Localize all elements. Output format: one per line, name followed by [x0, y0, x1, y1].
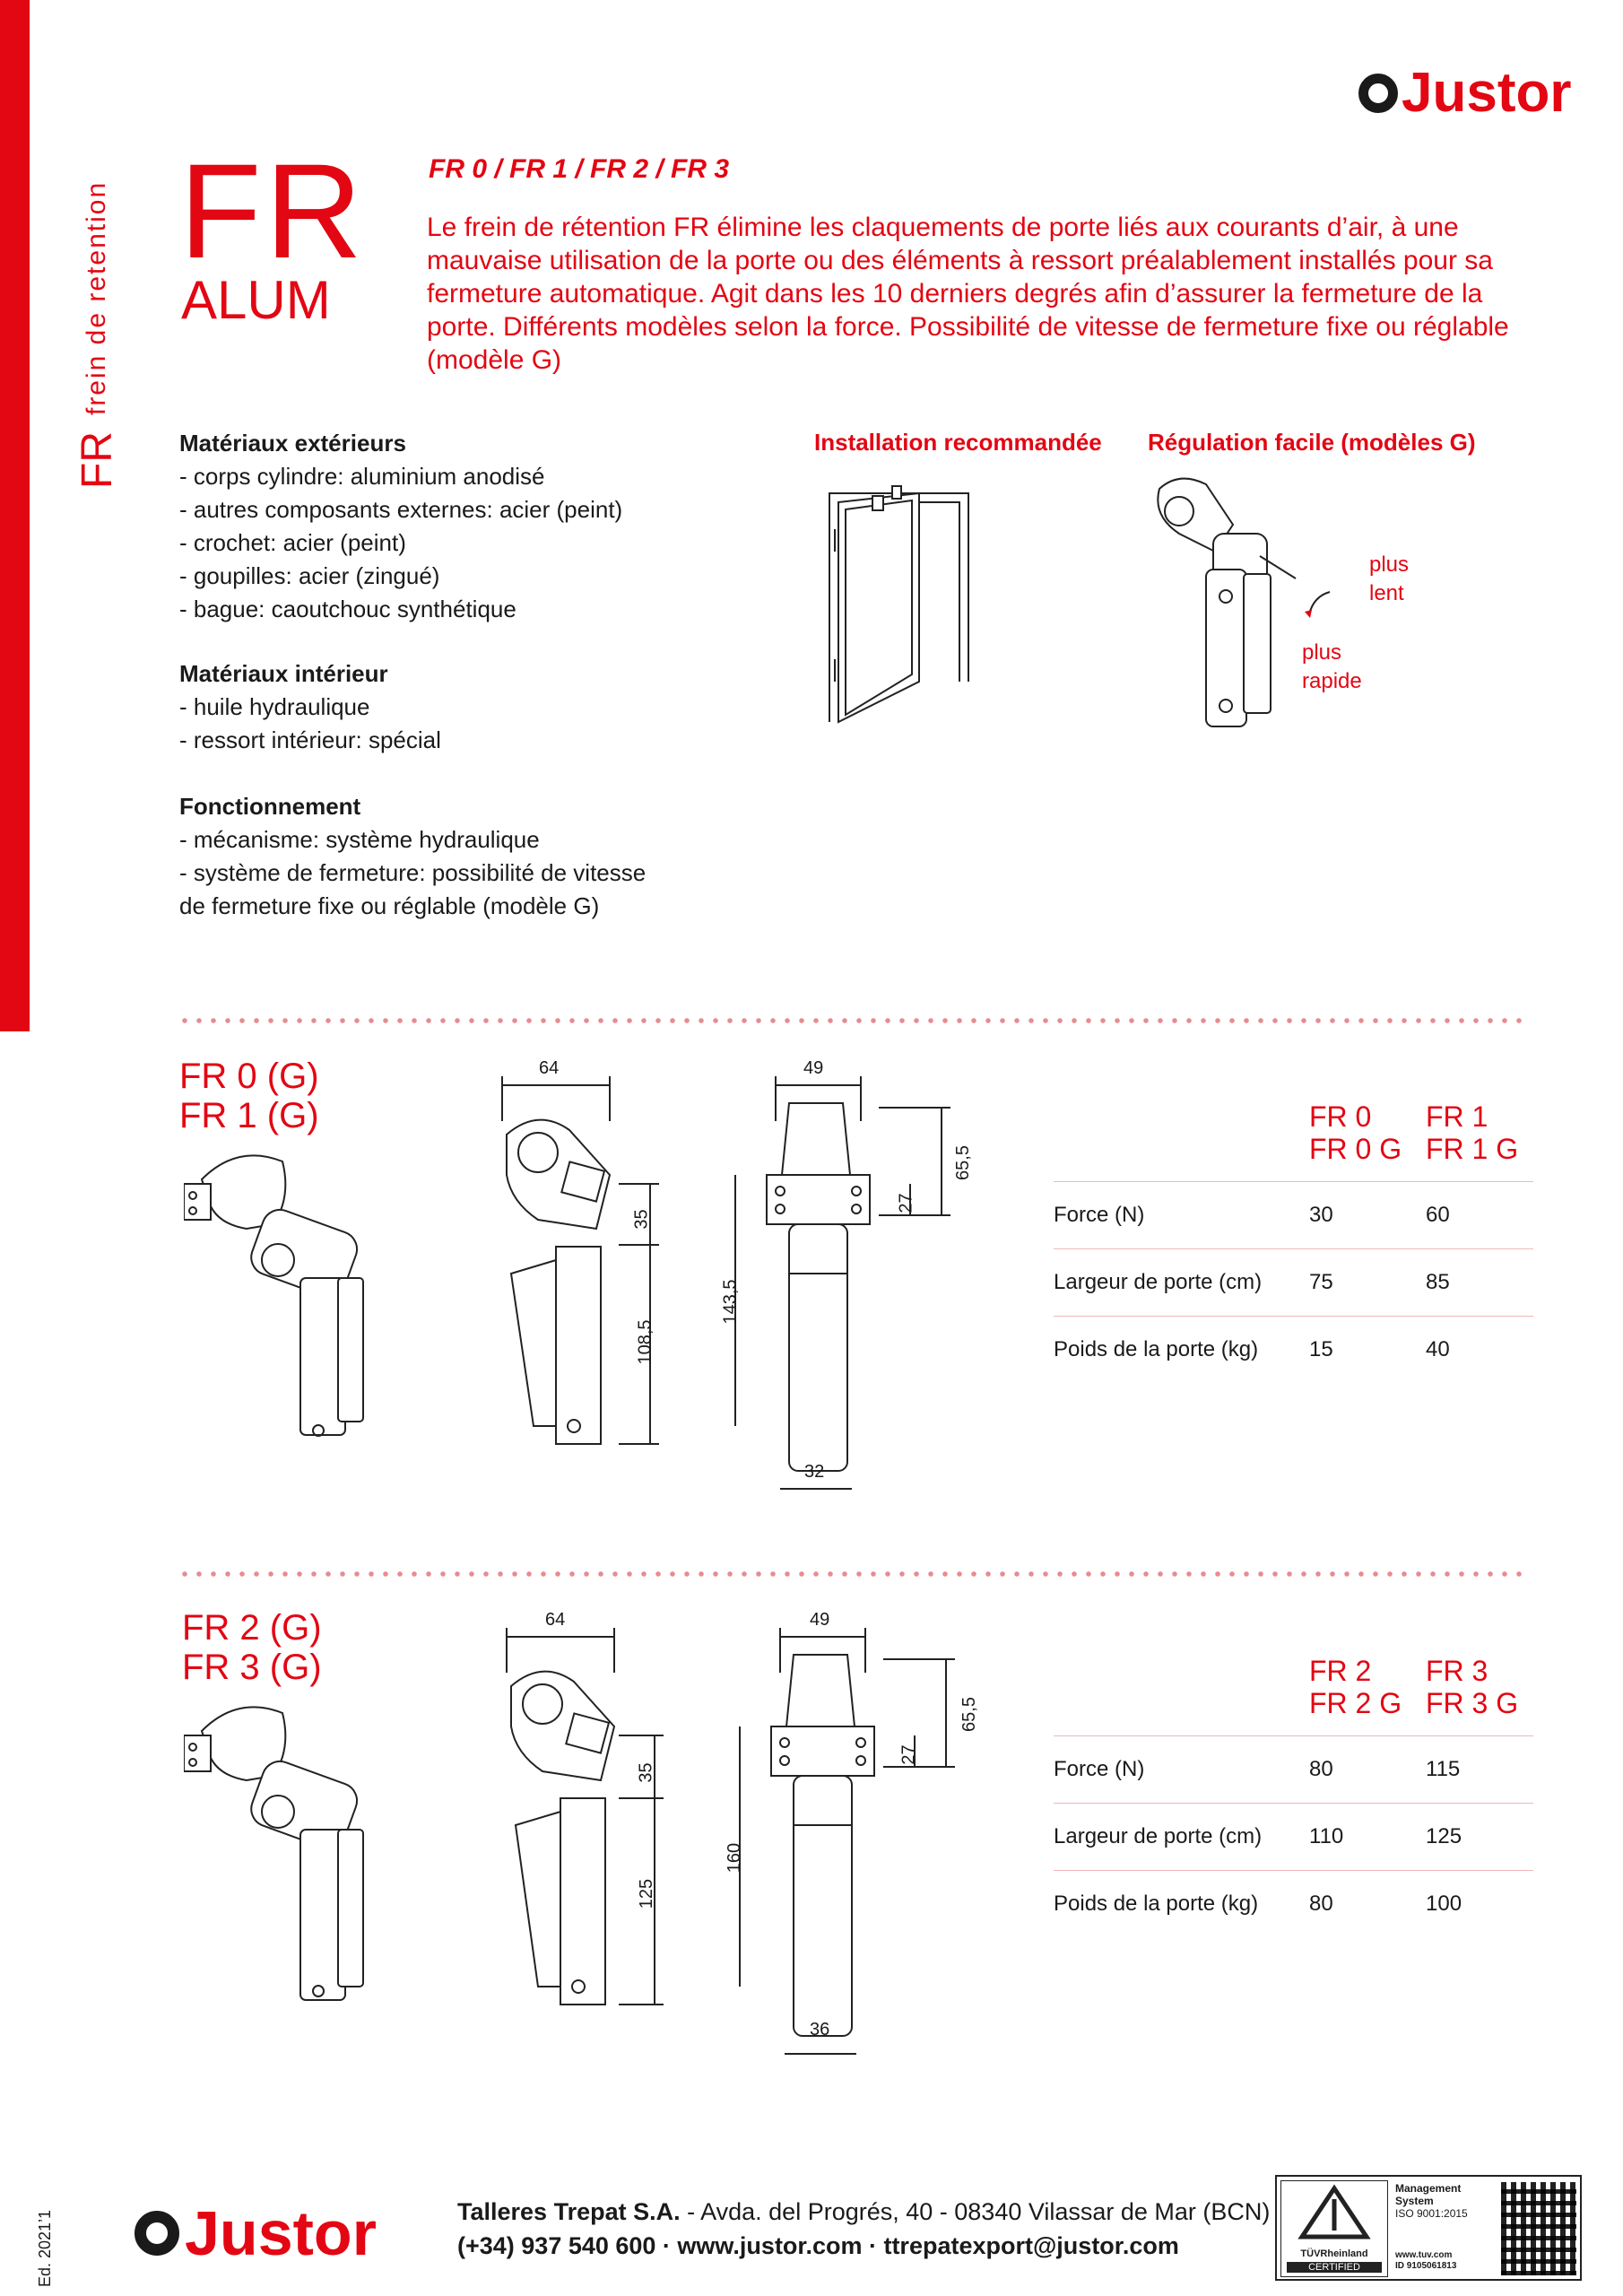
row-value: 40 [1426, 1337, 1450, 1361]
installation-label: Installation recommandée [814, 429, 1102, 456]
row-label: Poids de la porte (kg) [1054, 1892, 1259, 1916]
fr-iso-illustration [184, 1144, 381, 1457]
faster-text: plus [1302, 640, 1342, 665]
qr-code-icon [1501, 2182, 1576, 2275]
dim-front-upper: 65,5 [959, 1697, 979, 1732]
spec-item: - ressort intérieur: spécial [179, 726, 441, 753]
row-value: 60 [1426, 1182, 1533, 1249]
dim-front-upper: 65,5 [952, 1145, 973, 1180]
row-value: 110 [1309, 1804, 1426, 1871]
row-value: 75 [1309, 1249, 1426, 1317]
row-value: 115 [1426, 1736, 1533, 1804]
company-name: Talleres Trepat S.A. [457, 2198, 681, 2225]
dim-front-width: 49 [803, 1058, 824, 1078]
spec-item: - mécanisme: système hydraulique [179, 826, 540, 853]
logo-text: Justor [185, 2198, 377, 2268]
dim-front-total: 143,5 [720, 1279, 741, 1325]
dim-front-width: 49 [810, 1610, 830, 1630]
spec-item: - bague: caoutchouc synthétique [179, 596, 516, 622]
spec-table [1054, 1736, 1533, 1937]
spec-table [1054, 1182, 1533, 1383]
table-col-line: FR 0 G [1309, 1133, 1402, 1165]
table-col-line: FR 3 G [1426, 1687, 1519, 1719]
model-heading-line: FR 2 (G) [182, 1608, 322, 1648]
slower-text: plus [1369, 552, 1410, 577]
sidebar-label-text: frein de retention [82, 180, 111, 416]
fr-iso-illustration [184, 1695, 381, 2009]
tuv-text: TÜVRheinland [1300, 2248, 1368, 2259]
dim-front-bottom: 36 [810, 2020, 830, 2039]
row-value: 100 [1426, 1892, 1462, 1916]
company-contact: (+34) 937 540 600 · www.justor.com · ttrepatexport@justor.com [457, 2232, 1179, 2259]
model-heading-fr2-fr3 [182, 1608, 322, 1687]
spec-block-interior [179, 657, 441, 757]
model-heading-line: FR 0 (G) [179, 1057, 319, 1096]
table-col-head [1309, 1100, 1426, 1181]
table-row [1054, 1249, 1533, 1317]
footer-company-info [457, 2195, 1270, 2263]
row-label: Largeur de porte (cm) [1054, 1804, 1309, 1871]
spec-item: - corps cylindre: aluminium anodisé [179, 463, 545, 490]
spec-item: - goupilles: acier (zingué) [179, 562, 440, 589]
intro-paragraph: Le frein de rétention FR élimine les claquements de porte liés aux courants d’air, à une mauvaise utilisation de la porte ou des éléments à ressort préalablement installés pour sa fermeture automatique. Agit dans les 10 derniers degrés afin d’assurer la fermeture de la porte. Différents modèles selon la force. Possibilité de vitesse de fermeture fixe ou réglable (modèle G) [427, 213, 1509, 375]
row-label: Force (N) [1054, 1736, 1309, 1804]
spec-item: - autres composants externes: acier (peint) [179, 496, 623, 523]
company-address: - Avda. del Progrés, 40 - 08340 Vilassar de Mar (BCN) [680, 2198, 1271, 2225]
model-heading-line: FR 1 (G) [179, 1096, 319, 1135]
spec-table-fr2-fr3 [1054, 1655, 1533, 1937]
spec-title: Matériaux intérieur [179, 660, 388, 687]
table-row [1054, 1736, 1533, 1804]
table-row [1054, 1182, 1533, 1249]
row-value: 80 [1309, 1736, 1426, 1804]
spec-item: de fermeture fixe ou réglable (modèle G) [179, 892, 600, 919]
dotted-divider [178, 1571, 1523, 1577]
row-value: 80 [1309, 1892, 1333, 1916]
spec-block-exterior [179, 427, 622, 626]
row-value: 30 [1309, 1182, 1426, 1249]
row-value: 85 [1426, 1249, 1533, 1317]
page-subtitle: ALUM [181, 270, 331, 330]
table-col-line: FR 3 [1426, 1655, 1488, 1687]
edition-label [36, 2188, 63, 2287]
ms-line: Management [1395, 2182, 1462, 2195]
dim-lower: 125 [637, 1878, 657, 1909]
model-heading-line: FR 3 (G) [182, 1648, 322, 1687]
sidebar-accent-bar [0, 0, 30, 1031]
logo-ring-icon [1358, 74, 1398, 113]
table-col-head [1309, 1655, 1426, 1735]
logo-text: Justor [1402, 62, 1572, 124]
footer-brand-logo [135, 2197, 377, 2269]
page-title: FR [179, 135, 366, 286]
faster-text: rapide [1302, 669, 1362, 693]
slower-label [1369, 551, 1409, 608]
fr-side-view-drawing [484, 1619, 699, 2022]
sidebar-label [70, 157, 124, 489]
spec-item: - système de fermeture: possibilité de vitesse [179, 859, 647, 886]
tuv-triangle-icon [1281, 2181, 1387, 2244]
edition-text: Ed. 2021’1 [36, 2209, 54, 2287]
brand-logo [1358, 61, 1571, 125]
door-installation-illustration [812, 466, 991, 726]
certified-text: CERTIFIED [1287, 2262, 1382, 2273]
spec-table-fr0-fr1 [1054, 1100, 1533, 1383]
dim-front-total: 160 [725, 1842, 745, 1874]
spec-title: Fonctionnement [179, 793, 361, 820]
row-label: Poids de la porte (kg) [1054, 1337, 1259, 1361]
cert-id: ID 9105061813 [1395, 2261, 1457, 2271]
table-col-line: FR 1 G [1426, 1133, 1519, 1165]
spec-item: - crochet: acier (peint) [179, 529, 406, 556]
row-label: Force (N) [1054, 1182, 1309, 1249]
table-col-line: FR 2 G [1309, 1687, 1402, 1719]
table-col-line: FR 0 [1309, 1100, 1372, 1133]
fr-front-view-drawing [726, 1067, 986, 1507]
slower-text: lent [1369, 581, 1404, 605]
model-heading-fr0-fr1 [179, 1057, 319, 1135]
row-value: 15 [1309, 1337, 1333, 1361]
table-row [1054, 1804, 1533, 1871]
table-col-head [1426, 1100, 1533, 1181]
fr-front-view-drawing [731, 1619, 991, 2067]
spec-item: - huile hydraulique [179, 693, 370, 720]
table-col-line: FR 1 [1426, 1100, 1488, 1133]
table-row [1054, 1871, 1533, 1938]
dim-upper: 35 [631, 1209, 652, 1230]
sidebar-code: FR [73, 431, 121, 489]
cert-website: www.tuv.com [1395, 2250, 1453, 2260]
table-col-line: FR 2 [1309, 1655, 1372, 1687]
spec-title: Matériaux extérieurs [179, 430, 406, 457]
dim-width: 64 [545, 1610, 566, 1630]
dim-front-small: 27 [898, 1744, 919, 1765]
dim-lower: 108,5 [635, 1319, 655, 1365]
dim-upper: 35 [636, 1762, 656, 1783]
cert-id-block [1395, 2250, 1456, 2272]
logo-ring-icon [135, 2211, 179, 2256]
ms-line: System [1395, 2195, 1434, 2207]
regulation-label: Régulation facile (modèles G) [1148, 429, 1476, 456]
row-value: 125 [1426, 1804, 1533, 1871]
iso-standard: ISO 9001:2015 [1395, 2207, 1468, 2220]
table-col-head [1426, 1655, 1533, 1735]
tuv-mark [1280, 2180, 1388, 2277]
dotted-divider [178, 1018, 1523, 1023]
certification-badge [1275, 2175, 1582, 2281]
fr-side-view-drawing [484, 1067, 699, 1462]
faster-label [1302, 639, 1362, 696]
dim-width: 64 [539, 1058, 560, 1078]
dim-front-bottom: 32 [804, 1462, 825, 1482]
regulation-illustration [1143, 471, 1350, 740]
dim-front-small: 27 [896, 1193, 916, 1213]
spec-block-operation [179, 790, 646, 923]
row-label: Largeur de porte (cm) [1054, 1249, 1309, 1317]
models-title: FR 0 / FR 1 / FR 2 / FR 3 [429, 154, 730, 184]
table-row [1054, 1317, 1533, 1384]
management-system [1395, 2182, 1468, 2220]
